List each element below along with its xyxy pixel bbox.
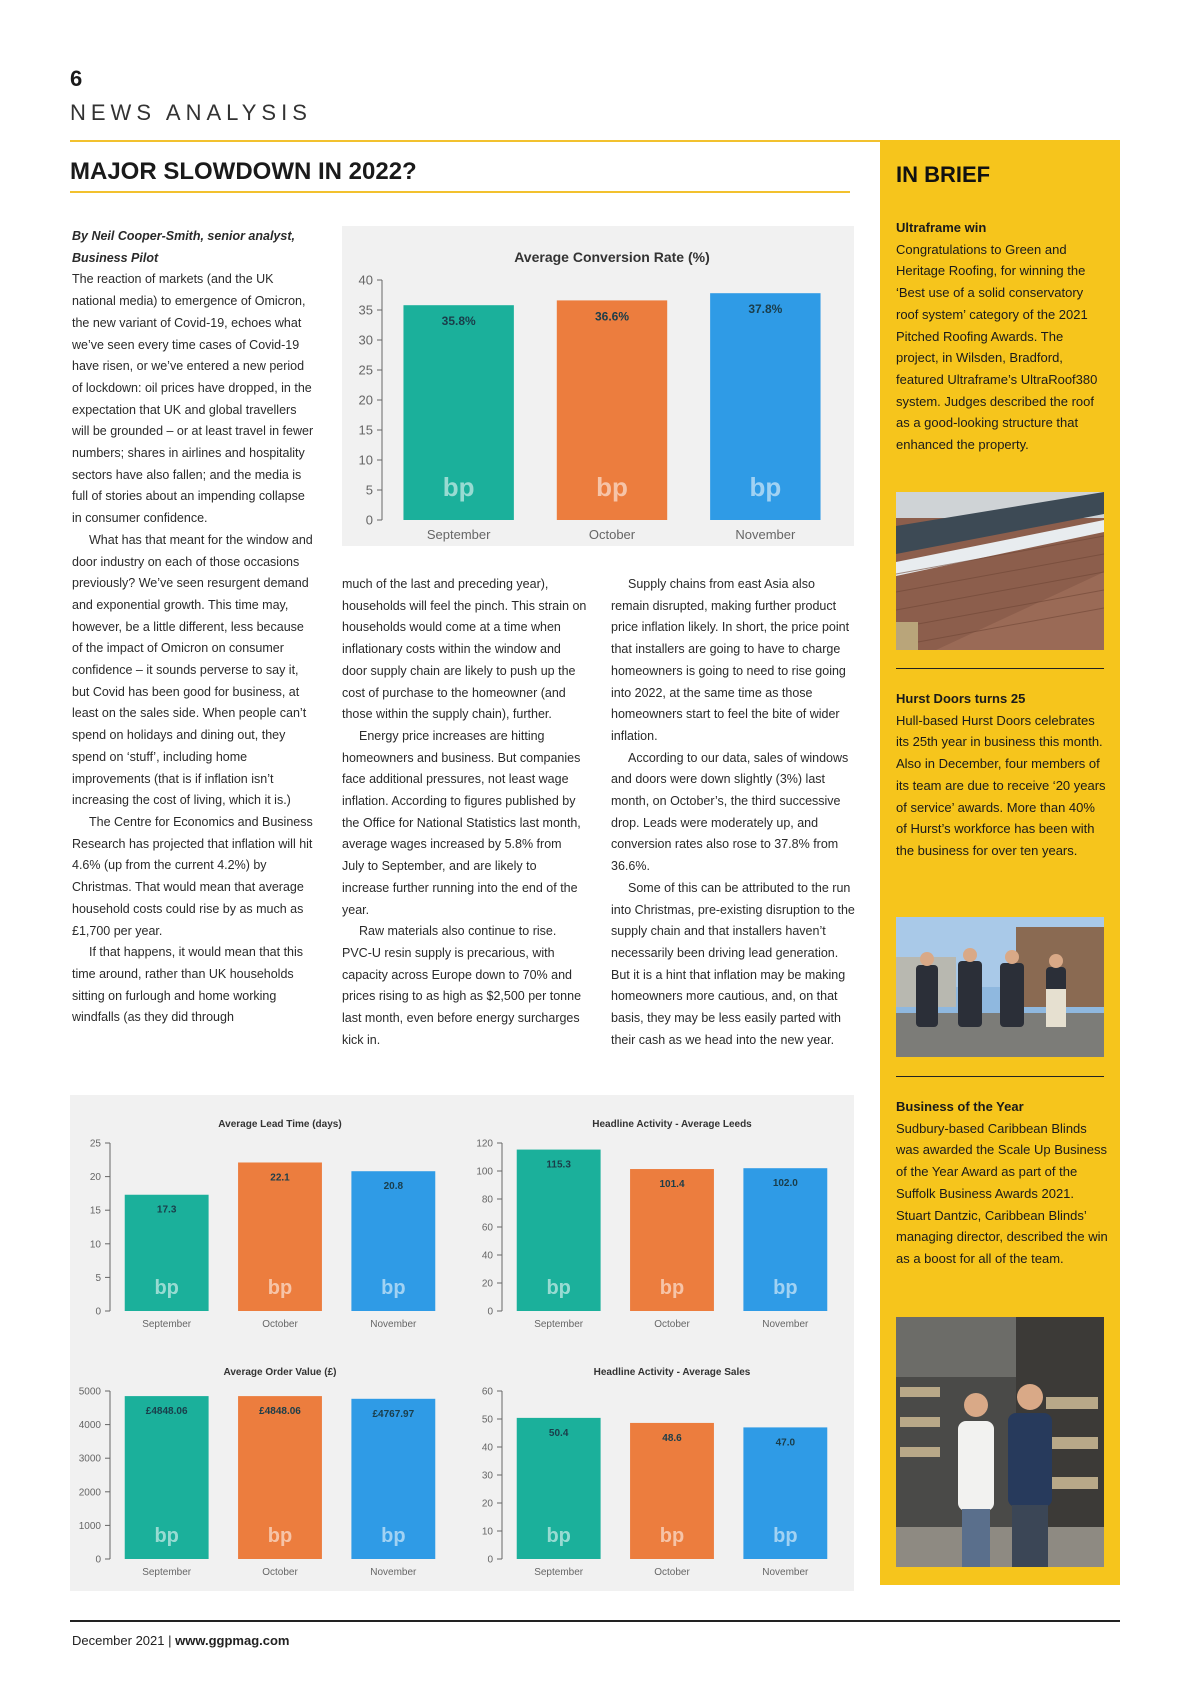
data-label: 36.6% [594, 309, 630, 324]
paragraph: What has that meant for the window and door industry on each of those occasions previously? We’ve seen resurgent demand and exponential growth. This time may, however, be a little different, less because of the impact of Omicron on consumer confidence – it sounds perverse to say it, but Covid has been good for business, at least on the sales side. When people can’t spend on holidays and dining out, they spend on ‘stuff’, including home improvements (that is if inflation isn’t increasing the cost of living, which it is.) [72, 532, 313, 808]
y-tick-label: 10 [358, 452, 373, 468]
x-tick-label: November [762, 1567, 809, 1578]
watermark-logo: bp [267, 1277, 293, 1300]
average-sales-chart [462, 1343, 854, 1591]
watermark-logo: bp [381, 1525, 406, 1548]
chart-title: Average Order Value (£) [223, 1367, 337, 1378]
data-label: 50.4 [548, 1427, 569, 1439]
x-tick-label: November [370, 1567, 417, 1578]
article-column-2 [342, 574, 587, 1051]
chart-title: Headline Activity - Average Sales [593, 1367, 751, 1378]
data-label: 20.8 [383, 1181, 404, 1193]
y-tick-label: 10 [481, 1526, 493, 1538]
x-tick-label: September [534, 1567, 584, 1578]
article-column-3 [611, 574, 856, 1051]
data-label: £4848.06 [259, 1406, 301, 1418]
page-number: 6 [70, 66, 83, 91]
watermark-logo: bp [659, 1277, 685, 1300]
conversion-rate-chart [342, 226, 854, 546]
footer-url: www.ggpmag.com [175, 1633, 290, 1648]
x-tick-label: October [654, 1319, 690, 1330]
brief-item-caribbean [896, 1096, 1108, 1270]
paragraph: Raw materials also continue to rise. PVC-U resin supply is precarious, with capacity across Europe down to 70% and prices rising to as high as $2,500 per tonne last month, even before energy surcharges kick in. [342, 924, 582, 1047]
data-label: 47.0 [775, 1437, 796, 1449]
watermark-logo: bp [267, 1525, 293, 1548]
data-label: 35.8% [441, 314, 476, 329]
x-tick-label: September [142, 1319, 192, 1330]
x-tick-label: November [370, 1319, 417, 1330]
y-tick-label: 25 [358, 362, 373, 378]
x-tick-label: October [654, 1567, 690, 1578]
y-tick-label: 20 [481, 1498, 493, 1510]
y-tick-label: 30 [481, 1470, 493, 1482]
watermark-logo: bp [659, 1525, 685, 1548]
watermark-logo: bp [773, 1525, 798, 1548]
chart-title: Average Lead Time (days) [218, 1119, 342, 1130]
order-value-chart [70, 1343, 462, 1591]
y-tick-label: 5 [365, 482, 373, 498]
data-label: 102.0 [772, 1178, 798, 1190]
y-tick-label: 10 [89, 1239, 101, 1251]
article-headline: MAJOR SLOWDOWN IN 2022? [70, 158, 417, 185]
y-tick-label: 15 [358, 422, 373, 438]
watermark-logo: bp [749, 472, 782, 502]
footer-rule [70, 1620, 1120, 1622]
x-tick-label: September [142, 1567, 192, 1578]
lead-time-chart [70, 1095, 462, 1343]
brief-heading: Hurst Doors turns 25 [896, 691, 1026, 706]
y-tick-label: 0 [95, 1306, 101, 1318]
byline: By Neil Cooper-Smith, senior analyst, Business Pilot [72, 229, 295, 265]
data-label: £4767.97 [372, 1408, 415, 1420]
paragraph: Energy price increases are hitting homeowners and business. But companies face additional pressures, not least wage inflation. According to figures published by the Office for National Statistics last month, average wages increased by 5.8% from July to September, and are likely to increase further running into the end of the year. [342, 728, 581, 917]
brief-body: Congratulations to Green and Heritage Roofing, for winning the ‘Best use of a solid conservatory roof system’ category of the 2021 Pitched Roofing Awards. The project, in Wilsden, Bradford, featured Ultraframe’s UltraRoof380 system. Judges described the roof as a good-looking structure that enhanced the property. [896, 241, 1098, 453]
paragraph: much of the last and preceding year), households will feel the pinch. This strain on households would come at a time when inflationary costs within the window and door supply chain are likely to push up the cost of purchase to the homeowner (and those within the supply chain), further. [342, 577, 587, 722]
data-label: 101.4 [659, 1179, 685, 1191]
y-tick-label: 60 [481, 1386, 493, 1398]
y-tick-label: 35 [358, 302, 373, 318]
article-column-1 [72, 226, 317, 1029]
conservatory-roof-image [896, 492, 1104, 650]
watermark-logo: bp [154, 1277, 179, 1300]
paragraph: The Centre for Economics and Business Research has projected that inflation will hit 4.6% (up from the current 4.2%) by Christmas. That would mean that average household costs could rise by as much as £1,700 per year. [72, 814, 313, 938]
y-tick-label: 15 [89, 1205, 101, 1217]
brief-body: Hull-based Hurst Doors celebrates its 25th year in business this month. Also in December, four members of its team are due to receive ‘20 years of service’ awards. More than 40% of Hurst’s workforce has been with the business for over ten years. [896, 712, 1106, 858]
y-tick-label: 120 [476, 1138, 493, 1150]
chart-title: Headline Activity - Average Leeds [592, 1119, 752, 1130]
y-tick-label: 40 [481, 1250, 493, 1262]
award-photo [896, 1317, 1104, 1567]
y-tick-label: 1000 [78, 1520, 101, 1532]
watermark-logo: bp [596, 472, 628, 502]
y-tick-label: 50 [481, 1414, 493, 1426]
roof-photo [896, 492, 1104, 650]
y-tick-label: 20 [358, 392, 373, 408]
paragraph: The reaction of markets (and the UK national media) to emergence of Omicron, the new variant of Covid-19, echoes what we’ve seen every time cases of Covid-19 have risen, or we’ve entered a new period of lockdown: oil prices have dropped, in the expectation that UK and global travellers will be grounded – or at least travel in fewer numbers; shares in airlines and hospitality sectors have also fallen; and the media is full of stories about an impending collapse in consumer confidence. [72, 272, 314, 526]
watermark-logo: bp [773, 1277, 798, 1300]
y-tick-label: 40 [481, 1442, 493, 1454]
y-tick-label: 5000 [78, 1386, 101, 1398]
paragraph: If that happens, it would mean that this time around, rather than UK households sitting on furlough and home working windfalls (as they did through [72, 945, 304, 1025]
footer-date: December 2021 | [72, 1633, 172, 1648]
data-label: £4848.06 [145, 1406, 188, 1418]
y-tick-label: 60 [481, 1222, 493, 1234]
sidebar-divider [896, 1076, 1104, 1077]
watermark-logo: bp [546, 1277, 571, 1300]
y-tick-label: 25 [89, 1138, 101, 1150]
caribbean-blinds-image [896, 1317, 1104, 1567]
sidebar-divider [896, 668, 1104, 669]
chart-title: Average Conversion Rate (%) [514, 249, 710, 265]
y-tick-label: 20 [89, 1172, 101, 1184]
paragraph: Some of this can be attributed to the run into Christmas, pre-existing disruption to the supply chain and that installers haven’t necessarily been driving lead generation. But it is a hint that inflation may be making homeowners more cautious, and, on that basis, they may be less easily parted with their cash as we head into the new year. [611, 880, 855, 1047]
watermark-logo: bp [442, 472, 475, 502]
data-label: 115.3 [546, 1159, 571, 1171]
x-tick-label: October [588, 527, 636, 542]
conversion-rate-chart-panel [342, 226, 854, 546]
y-tick-label: 0 [487, 1306, 493, 1318]
data-label: 22.1 [270, 1172, 290, 1184]
y-tick-label: 80 [481, 1194, 493, 1206]
y-tick-label: 0 [95, 1554, 101, 1566]
brief-item-ultraframe [896, 217, 1108, 456]
team-photo [896, 917, 1104, 1057]
y-tick-label: 4000 [78, 1420, 101, 1432]
x-tick-label: September [426, 527, 491, 542]
brief-heading: Business of the Year [896, 1099, 1024, 1114]
y-tick-label: 2000 [78, 1487, 101, 1499]
x-tick-label: September [534, 1319, 584, 1330]
paragraph: According to our data, sales of windows and doors were down slightly (3%) last month, on October’s, the third successive drop. Leads were moderately up, and conversion rates also rose to 37.8% from 36.6%. [611, 750, 849, 874]
top-rule [70, 140, 880, 142]
y-tick-label: 3000 [78, 1453, 101, 1465]
section-title: NEWS ANALYSIS [70, 100, 312, 125]
sidebar-title: IN BRIEF [896, 162, 991, 187]
page-footer [72, 1633, 289, 1648]
y-tick-label: 20 [481, 1278, 493, 1290]
brief-item-hurst [896, 688, 1108, 862]
watermark-logo: bp [154, 1525, 179, 1548]
y-tick-label: 40 [358, 272, 373, 288]
average-leads-chart [462, 1095, 854, 1343]
y-tick-label: 5 [95, 1272, 101, 1284]
y-tick-label: 100 [476, 1166, 493, 1178]
x-tick-label: October [262, 1567, 298, 1578]
brief-heading: Ultraframe win [896, 220, 987, 235]
x-tick-label: November [735, 527, 796, 542]
x-tick-label: October [262, 1319, 298, 1330]
x-tick-label: November [762, 1319, 809, 1330]
data-label: 37.8% [748, 302, 783, 317]
y-tick-label: 0 [487, 1554, 493, 1566]
brief-body: Sudbury-based Caribbean Blinds was awarded the Scale Up Business of the Year Award as part of the Suffolk Business Awards 2021. Stuart Dantzic, Caribbean Blinds’ managing director, described the win as a boost for all of the team. [896, 1120, 1108, 1266]
hurst-team-image [896, 917, 1104, 1057]
y-tick-label: 30 [358, 332, 373, 348]
paragraph: Supply chains from east Asia also remain disrupted, making further product price inflation likely. In short, the price point that installers are going to have to charge homeowners is going to need to rise going into 2022, at the same time as those homeowners start to feel the bite of wider inflation. [611, 577, 850, 743]
y-tick-label: 0 [365, 512, 373, 528]
data-label: 17.3 [156, 1204, 177, 1216]
watermark-logo: bp [546, 1525, 571, 1548]
data-label: 48.6 [662, 1432, 682, 1444]
in-brief-sidebar [880, 140, 1120, 1585]
activity-charts-panel [70, 1095, 854, 1591]
watermark-logo: bp [381, 1277, 406, 1300]
headline-rule [70, 191, 850, 193]
